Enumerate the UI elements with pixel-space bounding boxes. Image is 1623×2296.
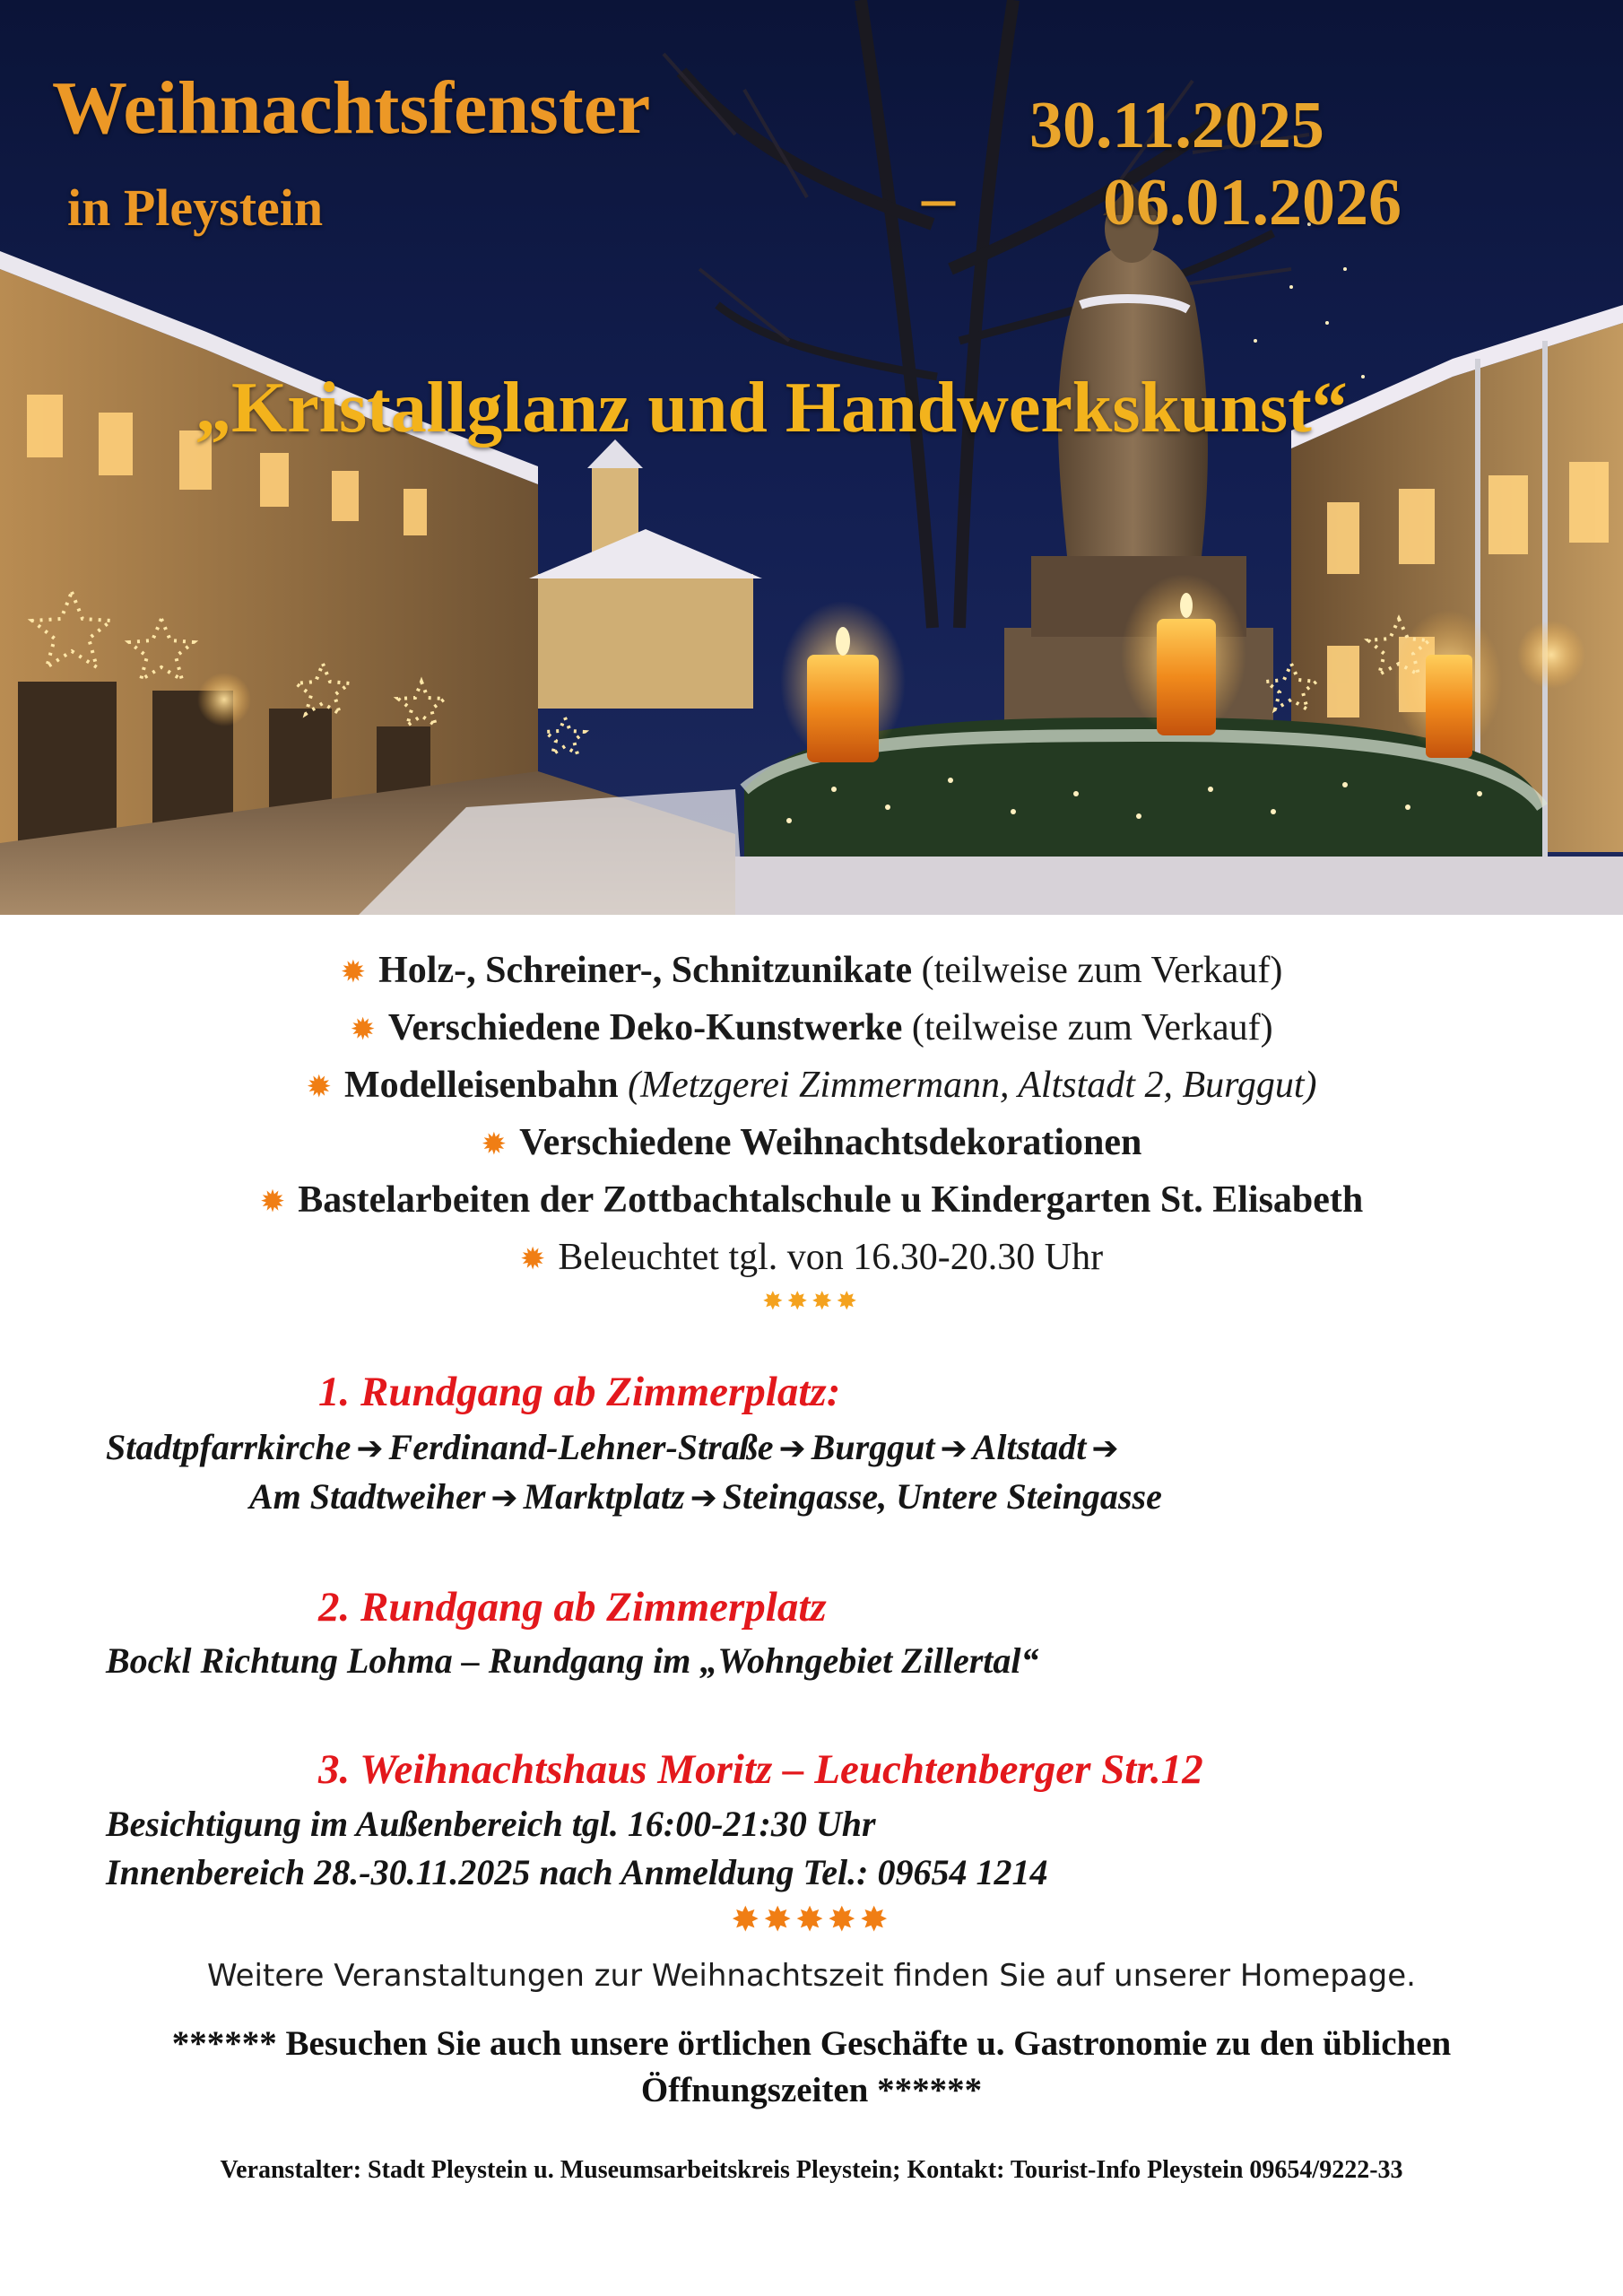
route-stop: Marktplatz bbox=[523, 1476, 685, 1517]
arrow-right-icon: ➔ bbox=[356, 1431, 384, 1467]
feature-list bbox=[0, 942, 1623, 1316]
poster-title: Weihnachtsfenster bbox=[52, 66, 651, 150]
arrow-right-icon: ➔ bbox=[1091, 1431, 1119, 1467]
ornament-stars-small: ✸✸✸✸ bbox=[762, 1286, 861, 1316]
star-bullet-icon: ✹ bbox=[350, 1013, 376, 1047]
date-range-dash: – bbox=[922, 161, 955, 234]
arrow-right-icon: ➔ bbox=[490, 1480, 518, 1517]
lighting-hours: Beleuchtet tgl. von 16.30-20.30 Uhr bbox=[558, 1237, 1104, 1278]
arrow-right-icon: ➔ bbox=[940, 1431, 968, 1467]
route-stop: Am Stadtweiher bbox=[249, 1476, 486, 1517]
route-stop: Burggut bbox=[811, 1427, 935, 1467]
star-bullet-icon: ✹ bbox=[481, 1128, 508, 1161]
feature-item bbox=[0, 1114, 1623, 1171]
feature-spacer bbox=[619, 1065, 629, 1106]
feature-item bbox=[0, 999, 1623, 1057]
hero-photo bbox=[0, 0, 1623, 915]
feature-note: (teilweise zum Verkauf) bbox=[912, 950, 1283, 991]
poster-motto: „Kristallglanz und Handwerkskunst“ bbox=[195, 369, 1348, 448]
feature-item bbox=[0, 1171, 1623, 1229]
date-start: 30.11.2025 bbox=[1029, 89, 1324, 162]
feature-name: Verschiedene Deko-Kunstwerke bbox=[387, 1007, 903, 1048]
feature-location: (Metzgerei Zimmermann, Altstadt 2, Burggut) bbox=[628, 1065, 1317, 1106]
tour-3-outdoor-hours: Besichtigung im Außenbereich tgl. 16:00-21:30 Uhr bbox=[106, 1804, 876, 1844]
tour-1-route-line-2 bbox=[249, 1475, 1162, 1518]
shops-notice: ****** Besuchen Sie auch unsere örtlichen Geschäfte u. Gastronomie zu den üblichen Öffnungszeiten ****** bbox=[171, 2024, 1452, 2109]
ornament-stars-large: ✸✸✸✸✸ bbox=[731, 1900, 892, 1939]
tour-1-route-line-1 bbox=[106, 1426, 1124, 1468]
tour-3-heading: 3. Weihnachtshaus Moritz – Leuchtenberger Str.12 bbox=[318, 1746, 1203, 1793]
tour-1-heading: 1. Rundgang ab Zimmerplatz: bbox=[318, 1369, 841, 1415]
route-stop: Ferdinand-Lehner-Straße bbox=[388, 1427, 774, 1467]
tour-2-route: Bockl Richtung Lohma – Rundgang im „Wohngebiet Zillertal“ bbox=[106, 1640, 1039, 1681]
tour-2-heading: 2. Rundgang ab Zimmerplatz bbox=[318, 1584, 827, 1631]
feature-name: Bastelarbeiten der Zottbachtalschule u Kindergarten St. Elisabeth bbox=[298, 1179, 1364, 1221]
star-bullet-icon: ✹ bbox=[306, 1071, 332, 1104]
feature-item bbox=[0, 1229, 1623, 1286]
route-stop: Altstadt bbox=[972, 1427, 1087, 1467]
route-stop: Steingasse, Untere Steingasse bbox=[722, 1476, 1162, 1517]
feature-note: (teilweise zum Verkauf) bbox=[902, 1007, 1273, 1048]
homepage-notice: Weitere Veranstaltungen zur Weihnachtszeit finden Sie auf unserer Homepage. bbox=[207, 1958, 1416, 1994]
star-bullet-icon: ✹ bbox=[519, 1243, 546, 1276]
feature-item bbox=[0, 942, 1623, 999]
arrow-right-icon: ➔ bbox=[778, 1431, 806, 1467]
tour-3-indoor-booking: Innenbereich 28.-30.11.2025 nach Anmeldung Tel.: 09654 1214 bbox=[106, 1852, 1048, 1892]
feature-name: Modelleisenbahn bbox=[343, 1065, 619, 1106]
star-bullet-icon: ✹ bbox=[340, 956, 367, 989]
feature-name: Holz-, Schreiner-, Schnitzunikate bbox=[378, 950, 913, 991]
poster-subtitle-location: in Pleystein bbox=[67, 178, 324, 237]
feature-item bbox=[0, 1057, 1623, 1114]
star-bullet-icon: ✹ bbox=[259, 1186, 286, 1219]
feature-name: Verschiedene Weihnachtsdekorationen bbox=[519, 1122, 1142, 1163]
route-stop: Stadtpfarrkirche bbox=[106, 1427, 352, 1467]
arrow-right-icon: ➔ bbox=[690, 1480, 717, 1517]
organizer-footer: Veranstalter: Stadt Pleystein u. Museumsarbeitskreis Pleystein; Kontakt: Tourist-Info Pleystein 09654/9222-33 bbox=[220, 2156, 1403, 2184]
date-end: 06.01.2026 bbox=[1103, 166, 1402, 239]
